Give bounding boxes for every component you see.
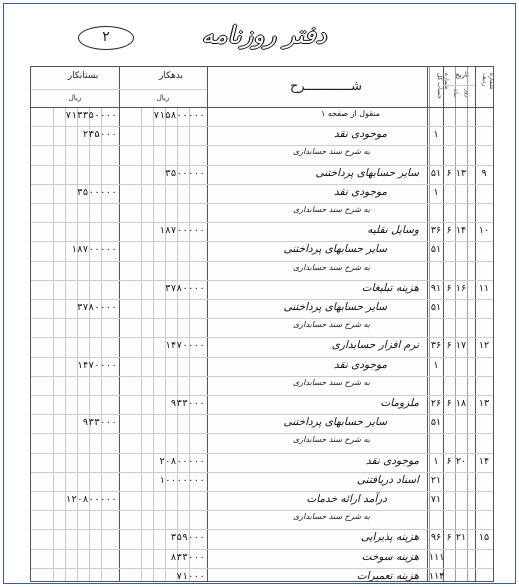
entry-month: ۶ bbox=[446, 532, 452, 544]
date-subrule bbox=[443, 85, 475, 86]
entry-description: به شرح سند حسابداری bbox=[292, 320, 370, 330]
debit-amount: ۷۱۰۰۰ bbox=[176, 570, 205, 582]
debit-amount: ۱۴۷۰۰۰۰ bbox=[164, 340, 205, 352]
column-rule bbox=[475, 67, 476, 581]
entry-description: به شرح سند حسابداری bbox=[292, 205, 370, 214]
column-rule bbox=[443, 67, 444, 581]
credit-amount: ۲۳۵۰۰۰ bbox=[82, 129, 117, 141]
entry-number: ۱۲ bbox=[478, 340, 490, 352]
row-rule bbox=[31, 318, 493, 319]
entry-description: موجودی نقد bbox=[334, 185, 387, 198]
entry-description: موجودی نقد bbox=[366, 454, 419, 467]
column-rule bbox=[207, 67, 208, 581]
row-rule bbox=[31, 222, 493, 223]
entry-day: ۱۸ bbox=[455, 398, 467, 409]
debit-amount: ۱۰۰۰۰۰۰۰ bbox=[159, 474, 205, 486]
journal-ledger-table bbox=[30, 66, 494, 582]
row-rule bbox=[31, 395, 493, 396]
account-number: ۱ bbox=[433, 359, 439, 371]
row-rule bbox=[31, 203, 493, 204]
credit-amount: ۳۷۸۰۰۰۰ bbox=[76, 302, 117, 313]
entry-description: به شرح سند حسابداری bbox=[292, 262, 370, 272]
credit-amount: ۱۸۷۰۰۰۰۰ bbox=[71, 244, 117, 256]
entry-description: نرم افزار حسابداری bbox=[331, 339, 419, 352]
entry-description: به شرح سند حسابداری bbox=[292, 512, 370, 522]
debit-amount: ۸۳۳۰۰۰ bbox=[170, 551, 205, 563]
row-rule bbox=[31, 472, 493, 473]
account-number: ۳۶ bbox=[430, 340, 442, 352]
column-rule bbox=[119, 67, 120, 581]
credit-currency-label: ریال bbox=[68, 94, 82, 102]
entry-month: ۶ bbox=[446, 225, 452, 237]
row-rule bbox=[31, 376, 493, 377]
debit-amount: ۳۷۸۰۰۰۰ bbox=[164, 282, 205, 294]
entry-month: ۶ bbox=[446, 340, 452, 352]
credit-amount: ۱۲۰۸۰۰۰۰۰ bbox=[65, 494, 117, 505]
entry-month: ۶ bbox=[446, 398, 452, 409]
entry-description: به شرح سند حسابداری bbox=[292, 147, 370, 157]
month-header: ماه bbox=[452, 89, 459, 98]
column-rule bbox=[455, 67, 456, 581]
entry-description: سایر حسابهای پرداختنی bbox=[283, 243, 387, 256]
entry-number: ۱۳ bbox=[478, 398, 490, 409]
entry-description: اسناد دریافتنی bbox=[356, 473, 419, 486]
debit-amount: ۱۸۷۰۰۰۰۰ bbox=[159, 225, 205, 237]
account-number: ۵۱ bbox=[430, 302, 442, 313]
entry-number: ۹ bbox=[481, 167, 487, 179]
row-rule bbox=[31, 280, 493, 281]
account-number: ۵۱ bbox=[430, 167, 442, 179]
row-rule bbox=[31, 568, 493, 569]
page-number-badge: ۲ bbox=[78, 26, 134, 50]
header-bottom-rule bbox=[31, 107, 493, 108]
day-header: روز bbox=[464, 89, 471, 98]
debit-amount: ۳۵۹۰۰۰ bbox=[170, 532, 205, 544]
entry-number: ۱۰ bbox=[478, 225, 490, 237]
entry-month: ۶ bbox=[446, 455, 452, 467]
account-number-header: شماره حساب کل bbox=[436, 73, 450, 99]
row-rule bbox=[31, 261, 493, 262]
entry-description: به شرح سند حسابداری bbox=[292, 435, 370, 445]
row-rule bbox=[31, 414, 493, 415]
entry-description: موجودی نقد bbox=[334, 128, 387, 141]
account-number: ۱۱۴ bbox=[429, 570, 445, 582]
row-rule bbox=[31, 510, 493, 511]
credit-amount: ۹۳۳۰۰۰ bbox=[82, 417, 117, 429]
row-rule bbox=[31, 529, 493, 530]
entry-description: سایر حسابهای پرداختنی bbox=[283, 301, 387, 313]
account-number: ۲۱ bbox=[430, 474, 442, 486]
entry-number: ۱۵ bbox=[478, 532, 490, 544]
entry-description: سایر حسابهای پرداختنی bbox=[315, 166, 419, 179]
entry-month: ۶ bbox=[446, 282, 452, 294]
account-number: ۱ bbox=[433, 455, 439, 467]
entry-description: منقول از صفحه ۱ bbox=[321, 109, 380, 118]
credit-amount: ۱۴۷۰۰۰۰ bbox=[76, 359, 117, 371]
entry-description: هزینه تبلیغات bbox=[361, 281, 419, 294]
debit-amount: ۹۳۳۰۰۰ bbox=[170, 398, 205, 409]
row-rule bbox=[31, 433, 493, 434]
currency-rule bbox=[31, 89, 207, 90]
column-rule bbox=[427, 67, 428, 581]
entry-day: ۱۷ bbox=[455, 340, 467, 352]
entry-number: ۱۱ bbox=[478, 282, 490, 294]
entry-description: درآمد ارائه خدمات bbox=[306, 493, 387, 505]
entry-day: ۲۰ bbox=[455, 455, 467, 467]
row-rule bbox=[31, 145, 493, 146]
account-number: ۹۱ bbox=[430, 282, 442, 294]
row-rule bbox=[31, 357, 493, 358]
entry-day: ۱۳ bbox=[455, 167, 467, 179]
entry-description: سایر حسابهای پرداختنی bbox=[283, 416, 387, 429]
account-number: ۲۶ bbox=[430, 398, 442, 409]
entry-description: هزینه پذیرایی bbox=[360, 531, 419, 544]
row-rule bbox=[31, 491, 493, 492]
description-header: شــــــــــــرح bbox=[289, 79, 363, 94]
account-number: ۵۱ bbox=[430, 244, 442, 256]
row-rule bbox=[31, 184, 493, 185]
account-number: ۷۱ bbox=[430, 494, 442, 505]
debit-header: بدهکار bbox=[158, 71, 184, 81]
entry-description: هزینه سوخت bbox=[361, 550, 419, 563]
date-header: تاریخ bbox=[455, 71, 469, 79]
credit-amount: ۷۱۳۳۵۰۰۰۰ bbox=[65, 110, 117, 121]
row-rule bbox=[31, 241, 493, 242]
credit-header: بستانکار bbox=[67, 71, 99, 81]
debit-currency-label: ریال bbox=[156, 94, 170, 102]
column-rule bbox=[467, 67, 468, 581]
entry-number: ۱۴ bbox=[478, 455, 490, 467]
entry-day: ۱۶ bbox=[455, 282, 467, 294]
row-rule bbox=[31, 299, 493, 300]
entry-day: ۱۴ bbox=[455, 225, 467, 237]
entry-description: موجودی نقد bbox=[334, 358, 387, 371]
debit-amount: ۳۵۰۰۰۰۰ bbox=[164, 167, 205, 179]
row-rule bbox=[31, 165, 493, 166]
account-number: ۱ bbox=[433, 186, 439, 198]
row-rule bbox=[31, 453, 493, 454]
row-rule bbox=[31, 126, 493, 127]
account-number: ۵۱ bbox=[430, 417, 442, 429]
account-number: ۱۱۱ bbox=[429, 551, 445, 563]
entry-description: ملزومات bbox=[380, 397, 419, 409]
entry-number-header: شماره ردیف bbox=[481, 73, 495, 90]
credit-amount: ۳۵۰۰۰۰۰ bbox=[76, 186, 117, 198]
entry-description: به شرح سند حسابداری bbox=[292, 377, 370, 387]
entry-month: ۶ bbox=[446, 167, 452, 179]
account-number: ۳۶ bbox=[430, 225, 442, 237]
entry-description: هزینه تعمیرات bbox=[356, 569, 419, 582]
account-number: ۹۶ bbox=[430, 532, 442, 544]
row-rule bbox=[31, 549, 493, 550]
account-number: ۱ bbox=[433, 129, 439, 141]
debit-amount: ۷۱۵۸۰۰۰۰۰ bbox=[153, 110, 205, 121]
entry-day: ۲۱ bbox=[455, 532, 467, 544]
entry-description: وسایل نقلیه bbox=[367, 224, 419, 237]
page-title: دفتر روزنامه bbox=[201, 21, 327, 49]
debit-amount: ۲۰۸۰۰۰۰۰ bbox=[159, 455, 205, 467]
row-rule bbox=[31, 337, 493, 338]
